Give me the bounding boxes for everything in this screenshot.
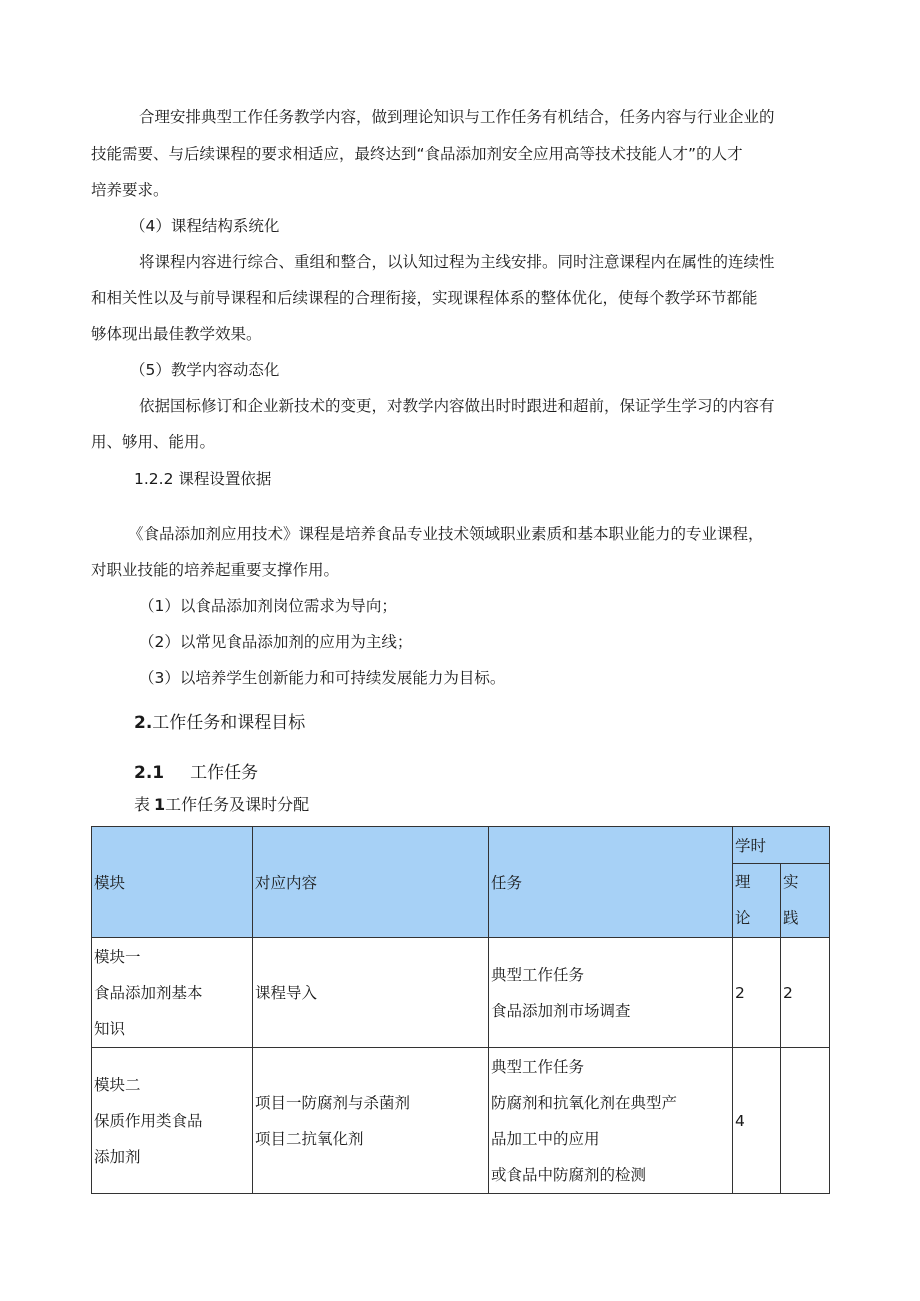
header-content: 对应内容 xyxy=(253,827,489,938)
cell-module: 模块二 保质作用类食品 添加剂 xyxy=(92,1048,253,1194)
cell-theory-hours: 2 xyxy=(733,938,781,1048)
section-heading-2 xyxy=(134,711,305,735)
header-task: 任务 xyxy=(489,827,733,938)
paragraph-1-line-1: 合理安排典型工作任务教学内容，做到理论知识与工作任务有机结合，任务内容与行业企业的 xyxy=(139,108,775,126)
paragraph-3-line-2: 用、够用、能用。 xyxy=(91,433,216,451)
section-title: 工作任务和课程目标 xyxy=(152,713,306,733)
caption-prefix: 表 xyxy=(134,795,151,814)
header-module: 模块 xyxy=(92,827,253,938)
basis-item-3: （3）以培养学生创新能力和可持续发展能力为目标。 xyxy=(139,669,506,687)
cell-task: 典型工作任务 防腐剂和抗氧化剂在典型产 品加工中的应用 或食品中防腐剂的检测 xyxy=(489,1048,733,1194)
header-hours: 学时 xyxy=(733,827,830,864)
header-theory: 理 论 xyxy=(733,864,781,938)
paragraph-2-line-2: 和相关性以及与前导课程和后续课程的合理衔接，实现课程体系的整体优化，使每个教学环节都能 xyxy=(91,289,758,307)
cell-practice-hours xyxy=(781,1048,830,1194)
header-practice: 实 践 xyxy=(781,864,830,938)
cell-content: 课程导入 xyxy=(253,938,489,1048)
paragraph-1-line-3: 培养要求。 xyxy=(91,181,169,199)
paragraph-4-line-1: 《食品添加剂应用技术》课程是培养食品专业技术领域职业素质和基本职业能力的专业课程， xyxy=(128,525,764,543)
list-item-5: （5）教学内容动态化 xyxy=(130,361,280,379)
section-heading-1-2-2: 1.2.2 课程设置依据 xyxy=(134,470,272,488)
table-caption xyxy=(134,793,309,817)
paragraph-2-line-1: 将课程内容进行综合、重组和整合，以认知过程为主线安排。同时注意课程内在属性的连续性 xyxy=(139,253,775,271)
cell-task: 典型工作任务 食品添加剂市场调查 xyxy=(489,938,733,1048)
paragraph-1-line-2: 技能需要、与后续课程的要求相适应，最终达到“食品添加剂安全应用高等技术技能人才”的人才 xyxy=(91,145,743,163)
table-row xyxy=(92,1048,830,1194)
section-heading-2-1 xyxy=(134,761,258,785)
section-number: 2. xyxy=(134,713,153,733)
section-number: 2.1 xyxy=(134,763,165,783)
section-title: 工作任务 xyxy=(190,763,259,783)
cell-practice-hours: 2 xyxy=(781,938,830,1048)
basis-item-2: （2）以常见食品添加剂的应用为主线； xyxy=(139,633,413,651)
caption-text: 工作任务及课时分配 xyxy=(165,795,310,814)
cell-module: 模块一 食品添加剂基本 知识 xyxy=(92,938,253,1048)
list-item-4: （4）课程结构系统化 xyxy=(130,217,280,235)
paragraph-4-line-2: 对职业技能的培养起重要支撑作用。 xyxy=(91,561,340,579)
cell-content: 项目一防腐剂与杀菌剂 项目二抗氧化剂 xyxy=(253,1048,489,1194)
task-hours-table xyxy=(91,826,830,1194)
cell-theory-hours: 4 xyxy=(733,1048,781,1194)
basis-item-1: （1）以食品添加剂岗位需求为导向； xyxy=(139,597,397,615)
caption-number: 1 xyxy=(154,795,166,814)
paragraph-3-line-1: 依据国标修订和企业新技术的变更，对教学内容做出时时跟进和超前，保证学生学习的内容有 xyxy=(139,397,775,415)
paragraph-2-line-3: 够体现出最佳教学效果。 xyxy=(91,325,262,343)
table-row xyxy=(92,938,830,1048)
